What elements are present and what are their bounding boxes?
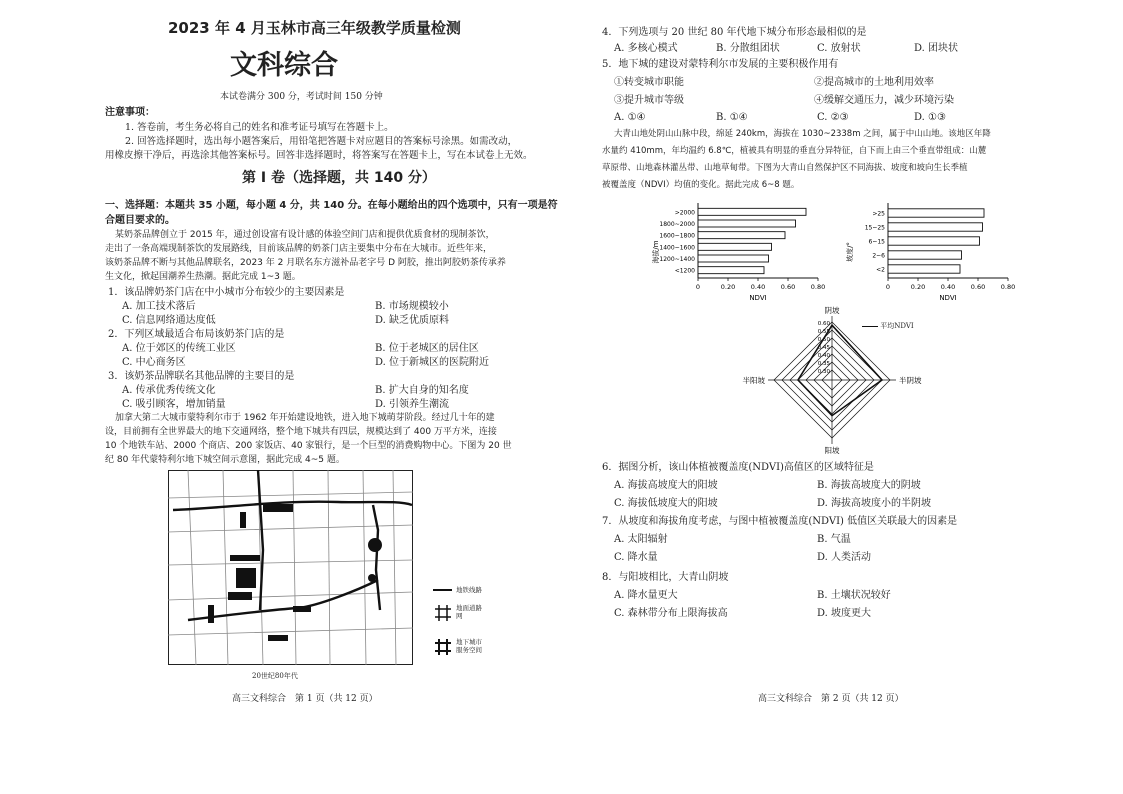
radar-axis-label: 阴坡 (824, 306, 840, 315)
x-axis-label: NDVI (749, 294, 767, 302)
radar-axis-label: 半阳坡 (742, 376, 765, 385)
category-label: 1200~1400 (659, 256, 695, 263)
q6-option-a: A. 海拔高坡度大的阳坡 (614, 480, 718, 491)
radar-ring-label: 0.35 (817, 361, 830, 367)
legend-ground-road: 地面道路网 (456, 604, 482, 620)
passage-line: 走出了一条高端现制茶饮的发展路线，目前该品牌的奶茶门店主要集中分布在大城市。近些年来， (105, 244, 493, 254)
category-label: 1400~1600 (659, 244, 695, 252)
category-label: <1200 (674, 267, 695, 275)
x-tick-label: 0 (695, 283, 701, 291)
q6-option-c: C. 海拔低坡度大的阳坡 (614, 498, 718, 509)
slope-ndvi-chart (844, 198, 1024, 308)
q5-option-d: D. ①③ (914, 112, 946, 123)
map-caption: 20世纪80年代 (252, 672, 298, 680)
question-8: 8．与阳坡相比，大青山阴坡 (602, 572, 729, 583)
notice-heading: 注意事项： (105, 107, 155, 118)
q4-option-d: D. 团块状 (914, 43, 959, 54)
q8-option-a: A. 降水量更大 (614, 590, 678, 601)
q5-option-c: C. ②③ (817, 112, 849, 123)
category-label: 15~25 (864, 224, 885, 232)
category-label: >2000 (674, 209, 695, 217)
q4-option-c: C. 放射状 (817, 43, 861, 54)
x-axis-label: NDVI (939, 294, 957, 302)
passage-line: 该奶茶品牌不断与其他品牌联名，2023 年 2 月联名东方滋补品老字号 D 阿胶，推出阿胶奶茶传承养 (105, 258, 506, 268)
q3-option-a: A. 传承优秀传统文化 (122, 385, 216, 396)
radar-axis-label: 半阴坡 (899, 376, 922, 385)
notice-2-cont: 用橡皮擦干净后，再选涂其他答案标号。回答非选择题时，将答案写在答题卡上，写在本试卷上无效。 (105, 150, 533, 161)
q8-option-b: B. 土壤状况较好 (817, 590, 891, 601)
y-axis-label: 坡度/° (846, 242, 854, 262)
page-footer: 高三文科综合 第 1 页（共 12 页） (232, 694, 378, 704)
question-1: 1．该品牌奶茶门店在中小城市分布较少的主要因素是 (108, 287, 345, 298)
legend-underground-space: 地下城市服务空间 (456, 638, 482, 654)
radar-legend-line (862, 326, 878, 327)
radar-axis-label: 阳坡 (824, 446, 840, 455)
q5-statement-1: ①转变城市职能 (614, 77, 684, 88)
q3-option-d: D. 引领养生潮流 (375, 399, 450, 410)
question-5: 5．地下城的建设对蒙特利尔市发展的主要积极作用有 (602, 59, 839, 70)
q5-statement-2: ②提高城市的土地利用效率 (814, 77, 934, 88)
q2-option-d: D. 位于新城区的医院附近 (375, 357, 490, 368)
x-tick-label: 0.80 (810, 283, 826, 291)
x-tick-label: 0.60 (970, 283, 986, 291)
passage-line: 大青山地处阴山山脉中段，绵延 240km，海拔在 1030~2338m 之间，属于中山山地。该地区年降 (614, 129, 991, 139)
q7-option-d: D. 人类活动 (817, 552, 872, 563)
x-tick-label: 0.20 (720, 283, 736, 291)
instructions-2: 合题目要求的。 (105, 215, 175, 226)
radar-ring-label: 0.30 (817, 369, 830, 375)
bar (698, 232, 785, 239)
right-page (562, 0, 1123, 794)
passage-line: 纪 80 年代蒙特利尔地下城空间示意图，据此完成 4~5 题。 (105, 455, 345, 465)
q2-option-c: C. 中心商务区 (122, 357, 186, 368)
q1-option-a: A. 加工技术落后 (122, 301, 196, 312)
passage-line: 水量约 410mm，年均温约 6.8℃，植被具有明显的垂直分异特征，自下而上由三个垂直带组成：山麓 (602, 146, 987, 156)
q1-option-b: B. 市场规模较小 (375, 301, 449, 312)
q4-option-a: A. 多核心模式 (614, 43, 678, 54)
bar (888, 237, 980, 245)
bar (888, 209, 984, 217)
q7-option-a: A. 太阳辐射 (614, 534, 668, 545)
question-7: 7．从坡度和海拔角度考虑，与图中植被覆盖度(NDVI) 低值区关联最大的因素是 (602, 516, 958, 527)
x-tick-label: 0.80 (1000, 283, 1016, 291)
q4-option-b: B. 分散组团状 (716, 43, 780, 54)
exam-title: 2023 年 4 月玉林市高三年级教学质量检测 (168, 19, 461, 37)
notice-2: 2. 回答选择题时，选出每小题答案后，用铅笔把答题卡对应题目的答案标号涂黑。如需改动， (125, 136, 518, 147)
exam-info: 本试卷满分 300 分，考试时间 150 分钟 (220, 92, 383, 102)
bar (698, 243, 772, 250)
q5-option-a: A. ①④ (614, 112, 646, 123)
underground-city-map (168, 470, 413, 665)
q8-option-d: D. 坡度更大 (817, 608, 872, 619)
passage-line: 设，目前拥有全世界最大的地下交通网络，整个地下城共有四层，规模达到了 400 万平方米，连接 (105, 427, 497, 437)
radar-ring-label: 0.60 (817, 321, 830, 327)
subject-title: 文科综合 (230, 50, 338, 81)
q8-option-c: C. 森林带分布上限海拔高 (614, 608, 728, 619)
q2-option-a: A. 位于郊区的传统工业区 (122, 343, 236, 354)
q2-option-b: B. 位于老城区的居住区 (375, 343, 479, 354)
y-axis-label: 海拔/m (652, 240, 660, 264)
bar (888, 251, 962, 259)
category-label: 2~6 (872, 252, 885, 260)
passage-line: 被覆盖度（NDVI）均值的变化。据此完成 6~8 题。 (602, 180, 800, 190)
instructions-1: 一、选择题：本题共 35 小题，每小题 4 分，共 140 分。在每小题给出的四个选项中，只有一项是符 (105, 200, 558, 211)
bar (888, 265, 960, 273)
x-tick-label: 0 (885, 283, 891, 291)
notice-1: 1. 答卷前，考生务必将自己的姓名和准考证号填写在答题卡上。 (125, 122, 394, 133)
question-3: 3．该奶茶品牌联名其他品牌的主要目的是 (108, 371, 295, 382)
category-label: 1600~1800 (659, 232, 695, 240)
bar (698, 255, 769, 262)
q7-option-b: B. 气温 (817, 534, 851, 545)
passage-line: 某奶茶品牌创立于 2015 年，通过创设富有设计感的体验空间门店和提供优质食材的现制茶饮， (115, 230, 495, 240)
bar (698, 267, 764, 274)
question-2: 2．下列区域最适合布局该奶茶门店的是 (108, 329, 285, 340)
radar-legend (862, 320, 914, 333)
bar (888, 223, 983, 231)
legend-metro-line: 地铁线路 (456, 586, 482, 594)
radar-ring-label: 0.40 (817, 353, 830, 359)
altitude-ndvi-chart (650, 198, 830, 308)
passage-line: 10 个地铁车站、2000 个商店、200 家饭店、40 家银行，是一个巨型的消费购物中心。下图为 20 世 (105, 441, 512, 451)
category-label: >25 (872, 210, 885, 218)
page-footer: 高三文科综合 第 2 页（共 12 页） (758, 694, 904, 704)
map-legend-symbols (432, 585, 454, 665)
question-6: 6．据图分析，该山体植被覆盖度(NDVI)高值区的区域特征是 (602, 462, 874, 473)
passage-line: 生文化，掀起国潮养生热潮。据此完成 1~3 题。 (105, 272, 301, 282)
q5-option-b: B. ①④ (716, 112, 748, 123)
category-label: <2 (876, 266, 885, 274)
q6-option-b: B. 海拔高坡度大的阴坡 (817, 480, 921, 491)
question-4: 4．下列选项与 20 世纪 80 年代地下城分布形态最相似的是 (602, 27, 867, 38)
x-tick-label: 0.40 (750, 283, 766, 291)
q3-option-b: B. 扩大自身的知名度 (375, 385, 469, 396)
bar (698, 208, 806, 215)
radar-ring-label: 0.50 (817, 337, 830, 343)
x-tick-label: 0.40 (940, 283, 956, 291)
q6-option-d: D. 海拔高坡度小的半阴坡 (817, 498, 932, 509)
radar-ring-label: 0.55 (817, 329, 830, 335)
q3-option-c: C. 吸引顾客，增加销量 (122, 399, 226, 410)
radar-legend-label: 平均NDVI (880, 322, 914, 330)
bar (698, 220, 796, 227)
x-tick-label: 0.20 (910, 283, 926, 291)
category-label: 6~15 (868, 238, 885, 246)
passage-line: 加拿大第二大城市蒙特利尔市于 1962 年开始建设地铁，进入地下城萌芽阶段。经过几十年的建 (115, 413, 495, 423)
passage-line: 草原带、山地森林灌丛带、山地草甸带。下图为大青山自然保护区不同海拔、坡度和坡向生长季植 (602, 163, 968, 173)
radar-ring-label: 0.45 (817, 345, 830, 351)
q1-option-c: C. 信息网络通达度低 (122, 315, 216, 326)
section-title: 第 I 卷（选择题，共 140 分） (242, 170, 436, 186)
q1-option-d: D. 缺乏优质原料 (375, 315, 450, 326)
q7-option-c: C. 降水量 (614, 552, 658, 563)
x-tick-label: 0.60 (780, 283, 796, 291)
q5-statement-4: ④缓解交通压力，减少环境污染 (814, 95, 954, 106)
q5-statement-3: ③提升城市等级 (614, 95, 684, 106)
category-label: 1800~2000 (659, 221, 695, 228)
